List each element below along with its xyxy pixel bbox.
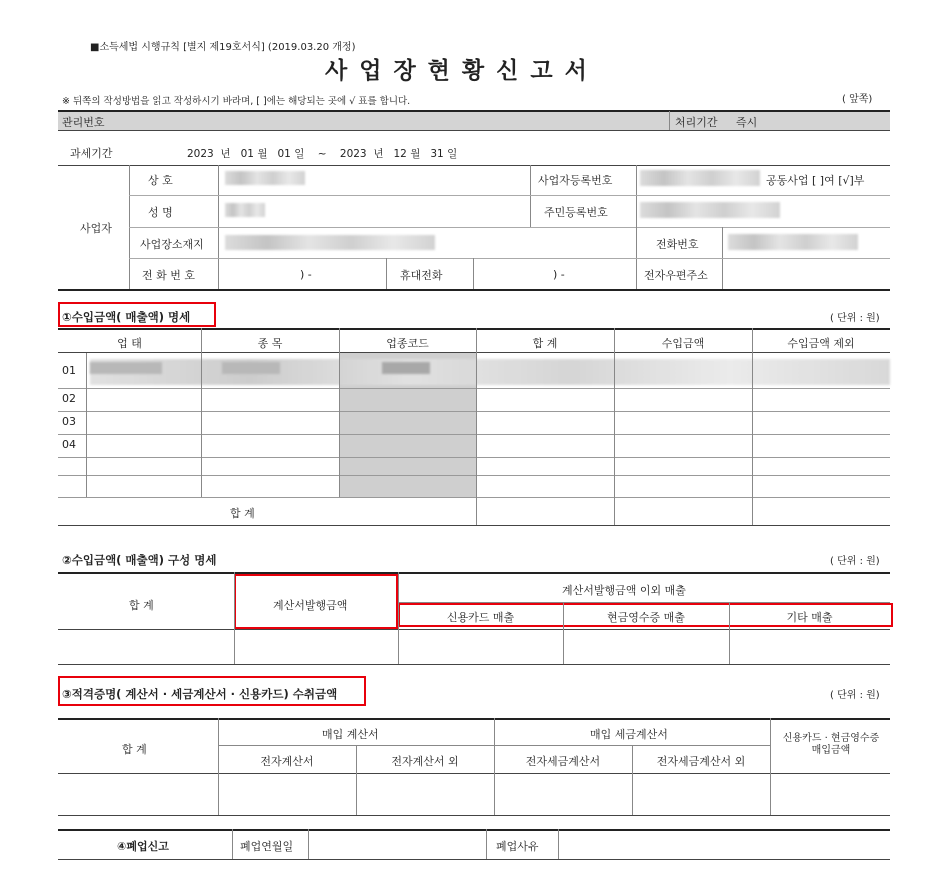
section2-subheader-0: 신용카드 매출 xyxy=(446,611,515,624)
divider xyxy=(129,258,890,259)
end-year: 2023 xyxy=(339,148,367,160)
processing-period-label: 처리기간 xyxy=(675,116,718,129)
joint-business-label: 공동사업 [ ]여 [√]부 xyxy=(766,174,865,187)
year-unit: 년 xyxy=(220,148,231,160)
divider xyxy=(669,111,670,130)
page-side-label: ( 앞쪽) xyxy=(842,94,873,105)
divider xyxy=(58,328,890,330)
row-01-code xyxy=(382,362,430,374)
divider xyxy=(398,572,399,664)
start-month: 01 xyxy=(240,148,254,160)
divider xyxy=(558,829,559,859)
divider xyxy=(218,718,219,815)
top-border xyxy=(58,110,890,112)
section3-title: ③적격증명( 계산서 · 세금계산서 · 신용카드) 수취금액 xyxy=(62,687,338,701)
divider xyxy=(356,745,357,815)
section1-header-0: 업 태 xyxy=(117,337,142,350)
divider xyxy=(473,258,474,289)
divider xyxy=(729,602,730,664)
phone-value xyxy=(728,234,858,250)
section1-row-label-1: 02 xyxy=(62,392,76,405)
card-purchase-label xyxy=(772,733,890,757)
divider xyxy=(308,829,309,859)
divider xyxy=(58,629,890,630)
business-owner-label: 사업자 xyxy=(80,222,112,235)
closure-report-label: ④폐업신고 xyxy=(117,840,169,853)
section1-header-3: 합 계 xyxy=(532,337,558,350)
section3-highlight xyxy=(58,676,366,706)
section1-row-line-3 xyxy=(58,457,890,458)
section1-unit: ( 단위 : 원) xyxy=(830,313,880,324)
person-name-value xyxy=(225,203,265,217)
business-reg-no-value xyxy=(640,170,760,186)
other-sales-subheader-highlight xyxy=(398,603,893,627)
phone-label: 전화번호 xyxy=(656,238,699,251)
business-address-label: 사업장소재지 xyxy=(140,238,204,251)
divider xyxy=(632,745,633,815)
management-number-label: 관리번호 xyxy=(62,116,105,129)
section3-subheader-0: 전자계산서 xyxy=(260,755,314,768)
tax-period-value xyxy=(187,146,457,161)
section1-row-label-0: 01 xyxy=(62,364,76,377)
resident-no-label: 주민등록번호 xyxy=(544,206,608,219)
section1-row-line-2 xyxy=(58,434,890,435)
processing-period-value: 즉시 xyxy=(736,116,758,129)
divider xyxy=(486,829,487,859)
divider xyxy=(129,227,890,228)
business-address-value xyxy=(225,235,435,250)
divider xyxy=(129,195,890,196)
month-unit: 월 xyxy=(257,148,268,160)
divider xyxy=(58,829,890,831)
section1-title: ①수입금액( 매출액) 명세 xyxy=(62,310,191,324)
divider xyxy=(386,258,387,289)
divider xyxy=(636,165,637,227)
divider xyxy=(770,718,771,815)
divider xyxy=(563,602,564,664)
resident-no-value xyxy=(640,202,780,218)
divider xyxy=(58,859,890,860)
row-01-values xyxy=(90,359,890,385)
divider xyxy=(58,815,890,816)
row-01-item xyxy=(222,362,280,374)
purchase-invoice-label: 매입 계산서 xyxy=(322,728,379,741)
end-day: 31 xyxy=(430,148,444,160)
divider xyxy=(58,130,890,131)
section1-highlight xyxy=(58,302,216,327)
purchase-tax-invoice-label: 매입 세금계산서 xyxy=(590,728,668,741)
closure-date-label: 폐업연월일 xyxy=(240,840,294,853)
section2-total-label: 합 계 xyxy=(129,599,154,612)
start-year: 2023 xyxy=(187,148,214,160)
section1-total-label: 합 계 xyxy=(230,507,255,520)
day-unit: 일 xyxy=(294,148,305,160)
section1-row-line-end xyxy=(58,497,890,498)
mobile-label: 휴대전화 xyxy=(400,269,443,282)
divider xyxy=(476,328,477,525)
divider xyxy=(614,328,615,525)
tel-value: ) - xyxy=(300,268,312,281)
divider xyxy=(201,328,202,497)
section3-unit: ( 단위 : 원) xyxy=(830,690,880,701)
mobile-value: ) - xyxy=(553,268,565,281)
section3-subheader-3: 전자세금계산서 외 xyxy=(656,755,746,768)
section2-subheader-2: 기타 매출 xyxy=(786,611,833,624)
other-sales-group-label: 계산서발행금액 이외 매출 xyxy=(562,584,686,597)
divider xyxy=(752,328,753,525)
period-dash: ~ xyxy=(317,148,327,160)
form-title: 사 업 장 현 황 신 고 서 xyxy=(325,58,589,84)
tel-label: 전 화 번 호 xyxy=(142,269,195,282)
management-bar xyxy=(58,111,890,130)
start-day: 01 xyxy=(277,148,291,160)
divider xyxy=(232,829,233,859)
end-month: 12 xyxy=(393,148,407,160)
divider xyxy=(339,328,340,497)
tax-period-label: 과세기간 xyxy=(70,147,113,160)
divider xyxy=(530,165,531,227)
divider xyxy=(58,664,890,665)
section1-row-label-3: 04 xyxy=(62,438,76,451)
closure-reason-label: 폐업사유 xyxy=(496,840,539,853)
section1-row-line-0 xyxy=(58,388,890,389)
year-unit: 년 xyxy=(373,148,384,160)
section1-header-4: 수입금액 xyxy=(661,337,705,350)
divider xyxy=(234,572,235,664)
section2-unit: ( 단위 : 원) xyxy=(830,556,880,567)
form-instructions: ※ 뒤쪽의 작성방법을 읽고 작성하시기 바라며, [ ]에는 해당되는 곳에 √ 표를 합니다. xyxy=(62,96,411,107)
divider xyxy=(58,773,890,774)
section3-subheader-1: 전자계산서 외 xyxy=(391,755,459,768)
section1-header-5: 수입금액 제외 xyxy=(787,337,855,350)
business-name-value xyxy=(225,171,305,185)
divider xyxy=(58,525,890,526)
section1-header-2: 업종코드 xyxy=(386,337,429,350)
section3-subheader-2: 전자세금계산서 xyxy=(525,755,601,768)
business-reg-no-label: 사업자등록번호 xyxy=(538,174,613,187)
section2-title: ②수입금액( 매출액) 구성 명세 xyxy=(62,553,217,567)
section1-header-1: 종 목 xyxy=(257,337,283,350)
section1-row-label-2: 03 xyxy=(62,415,76,428)
email-label: 전자우편주소 xyxy=(644,269,708,282)
card-purchase-label-line2: 매입금액 xyxy=(811,745,851,756)
section2-subheader-1: 현금영수증 매출 xyxy=(607,611,685,624)
business-name-label: 상 호 xyxy=(148,174,173,187)
divider xyxy=(494,718,495,815)
divider xyxy=(58,718,890,720)
invoice-amount-label: 계산서발행금액 xyxy=(273,599,348,612)
divider xyxy=(58,165,890,166)
card-purchase-label-line1: 신용카드 · 현금영수증 xyxy=(782,733,880,744)
row-01-business-type xyxy=(90,362,162,374)
day-unit: 일 xyxy=(447,148,458,160)
divider xyxy=(58,572,890,574)
invoice-amount-highlight xyxy=(234,574,398,629)
person-name-label: 성 명 xyxy=(148,206,173,219)
divider xyxy=(86,353,87,497)
section3-total-label: 합 계 xyxy=(122,743,147,756)
divider xyxy=(58,289,890,291)
form-header-note: ■소득세법 시행규칙 [별지 제19호서식] (2019.03.20 개정) xyxy=(90,42,356,53)
section1-row-line-4 xyxy=(58,475,890,476)
section1-row-line-1 xyxy=(58,411,890,412)
month-unit: 월 xyxy=(410,148,421,160)
